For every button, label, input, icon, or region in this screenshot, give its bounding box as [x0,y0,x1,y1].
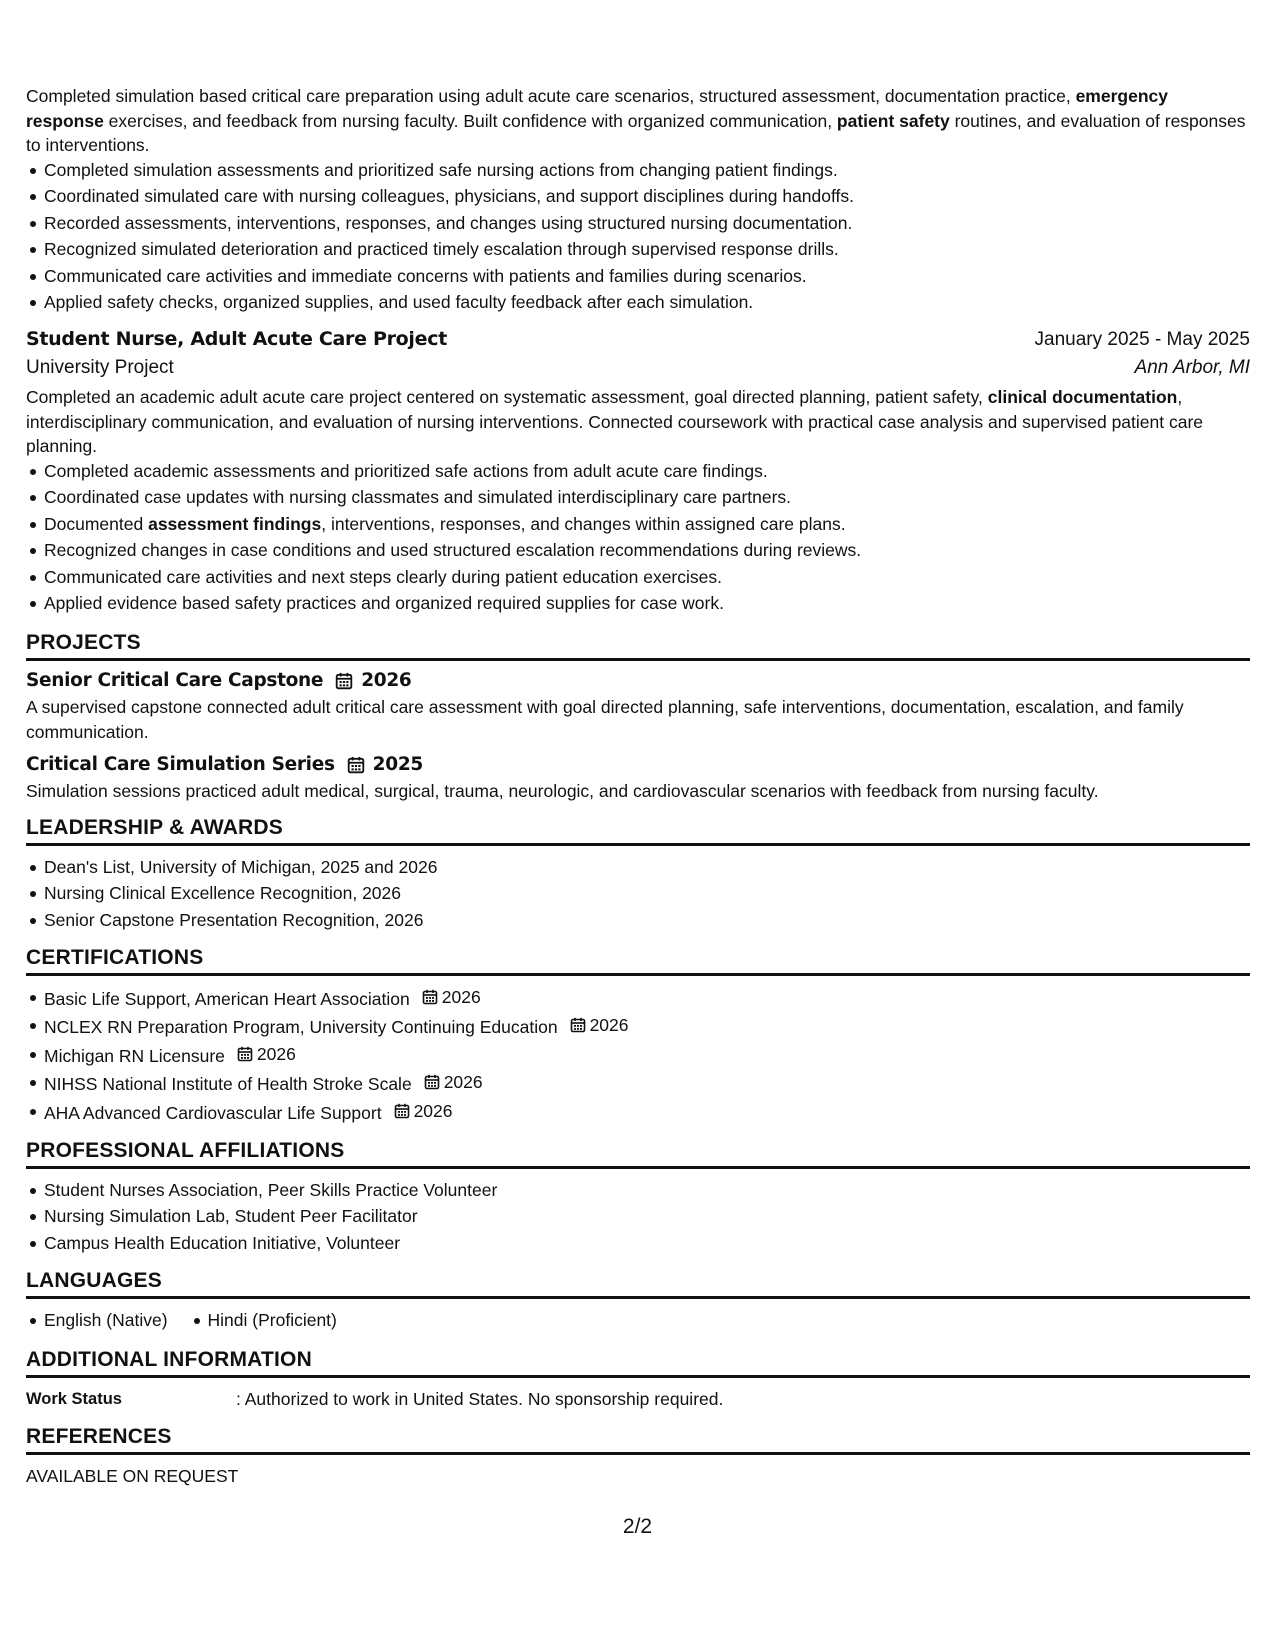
text-run: Coordinated simulated care with nursing colleagues, physicians, and support disciplines during handoffs. [44,186,855,206]
resume-page [26,84,1250,1489]
text-run: Communicated care activities and next steps clearly during patient education exercises. [44,566,722,587]
calendar-icon [347,756,365,774]
list-item: Senior Capstone Presentation Recognition, 2026 [26,908,1250,932]
role-organization: University Project [26,357,174,378]
intro-bullets [26,158,1250,315]
work-status-row [26,1387,1250,1411]
work-status-value: : Authorized to work in United States. No sponsorship required. [236,1389,724,1409]
bullet-item [26,237,1250,261]
languages-list [26,1308,1250,1335]
projects-heading: PROJECTS [26,631,1250,661]
text-run: Communicated care activities and immediate concerns with patients and families during scenarios. [44,265,807,286]
text-run: routines, and evaluation of responses to interventions. [26,110,1246,155]
certification-item [26,1099,1250,1125]
text-run: Applied safety checks, organized supplies, and used faculty feedback after each simulation. [44,292,754,312]
bullet-item [26,591,1250,615]
list-item: Nursing Clinical Excellence Recognition, 2026 [26,881,1250,905]
text-run: Completed academic assessments and prioritized safe actions from adult acute care findings. [44,460,768,481]
calendar-icon [237,1046,253,1062]
text-run: Recognized changes in case conditions and used structured escalation recommendations during reviews. [44,540,862,560]
text-run: Documented [44,513,149,534]
certification-name: AHA Advanced Cardiovascular Life Support [44,1102,382,1123]
emphasis-text: emergency response [26,86,1168,131]
certification-name: Basic Life Support, American Heart Association [44,988,410,1009]
bullet-item [26,290,1250,314]
certification-date [410,985,481,1009]
project-title: Critical Care Simulation Series [26,754,335,775]
certification-date [412,1070,483,1094]
references-heading: REFERENCES [26,1425,1250,1455]
project-item [26,670,1250,744]
calendar-icon [570,1017,586,1033]
projects-list [26,670,1250,804]
certifications-heading: CERTIFICATIONS [26,946,1250,976]
calendar-icon [394,1103,410,1119]
additional-heading: ADDITIONAL INFORMATION [26,1348,1250,1378]
certification-date [558,1013,629,1037]
bullet-item [26,264,1250,288]
bullet-item [26,485,1250,509]
certifications-list [26,985,1250,1125]
certification-item [26,985,1250,1011]
role-bullets [26,459,1250,616]
certification-name: NCLEX RN Preparation Program, University Continuing Education [44,1017,558,1037]
project-title: Senior Critical Care Capstone [26,670,324,691]
affiliations-list [26,1178,1250,1255]
bullet-item [26,158,1250,182]
role-location: Ann Arbor, MI [1134,357,1250,378]
text-run: Completed an academic adult acute care project centered on systematic assessment, goal directed planning, patient safety, [26,387,988,407]
emphasis-text: patient safety [836,110,950,131]
certification-item [26,1042,1250,1068]
emphasis-text: assessment findings [148,513,322,534]
list-item: Nursing Simulation Lab, Student Peer Facilitator [26,1204,1250,1228]
project-title-row [26,754,1250,775]
text-run: , interdisciplinary communication, and evaluation of nursing interventions. Connected coursework with practical case analysis and supervised patient care planning. [26,387,1204,456]
affiliations-heading: PROFESSIONAL AFFILIATIONS [26,1139,1250,1169]
bullet-item [26,184,1250,208]
text-run: Recognized simulated deterioration and practiced timely escalation through supervised response drills. [44,239,839,259]
list-item: Campus Health Education Initiative, Volunteer [26,1231,1250,1255]
certification-date [225,1042,296,1066]
certification-year: 2026 [589,1015,629,1035]
references-text: AVAILABLE ON REQUEST [26,1466,239,1486]
emphasis-text: clinical documentation [987,387,1178,407]
page-number: 2/2 [622,1515,653,1538]
bullet-item [26,538,1250,562]
text-run: Recorded assessments, interventions, responses, and changes using structured nursing documentation. [44,212,853,233]
project-year: 2026 [361,670,412,691]
certification-year: 2026 [413,1100,453,1121]
list-item: Student Nurses Association, Peer Skills Practice Volunteer [26,1178,1250,1202]
text-run: Completed simulation based critical care preparation using adult acute care scenarios, structured assessment, documentation practice, [26,86,1076,106]
text-run: Coordinated case updates with nursing classmates and simulated interdisciplinary care partners. [44,487,792,507]
project-description: A supervised capstone connected adult critical care assessment with goal directed planning, safe interventions, documentation, escalation, and family communication. [26,697,1184,742]
role-block [26,328,1250,615]
role-title: Student Nurse, Adult Acute Care Project [26,328,447,350]
text-run: Applied evidence based safety practices and organized required supplies for case work. [44,593,724,613]
bullet-item [26,565,1250,589]
role-paragraph [26,385,1250,459]
project-year: 2025 [372,754,423,775]
bullet-item [26,211,1250,235]
certification-item [26,1013,1250,1039]
list-item: English (Native) [26,1308,168,1332]
bullet-item [26,512,1250,536]
certification-name: Michigan RN Licensure [44,1045,225,1066]
list-item: Hindi (Proficient) [190,1308,337,1332]
text-run: exercises, and feedback from nursing faculty. Built confidence with organized communication, [103,110,837,131]
project-item [26,754,1250,804]
certification-year: 2026 [256,1043,296,1064]
bullet-item [26,459,1250,483]
list-item: Dean's List, University of Michigan, 2025 and 2026 [26,855,1250,879]
role-date: January 2025 - May 2025 [1034,329,1250,350]
calendar-icon [422,989,438,1005]
certification-name: NIHSS National Institute of Health Stroke Scale [44,1074,412,1094]
certification-year: 2026 [441,986,481,1007]
project-title-row [26,670,1250,691]
certification-year: 2026 [443,1072,483,1092]
languages-heading: LANGUAGES [26,1269,1250,1299]
text-run: Completed simulation assessments and prioritized safe nursing actions from changing patient findings. [44,159,838,180]
certification-date [382,1099,453,1123]
project-description: Simulation sessions practiced adult medical, surgical, trauma, neurologic, and cardiovascular scenarios with feedback from nursing faculty. [26,781,1099,801]
work-status-label: Work Status [26,1390,122,1408]
intro-paragraph [26,84,1250,158]
calendar-icon [335,672,353,690]
certification-item [26,1070,1250,1096]
leadership-list [26,855,1250,932]
calendar-icon [424,1074,440,1090]
text-run: , interventions, responses, and changes within assigned care plans. [321,513,846,534]
leadership-heading: LEADERSHIP & AWARDS [26,816,1250,846]
